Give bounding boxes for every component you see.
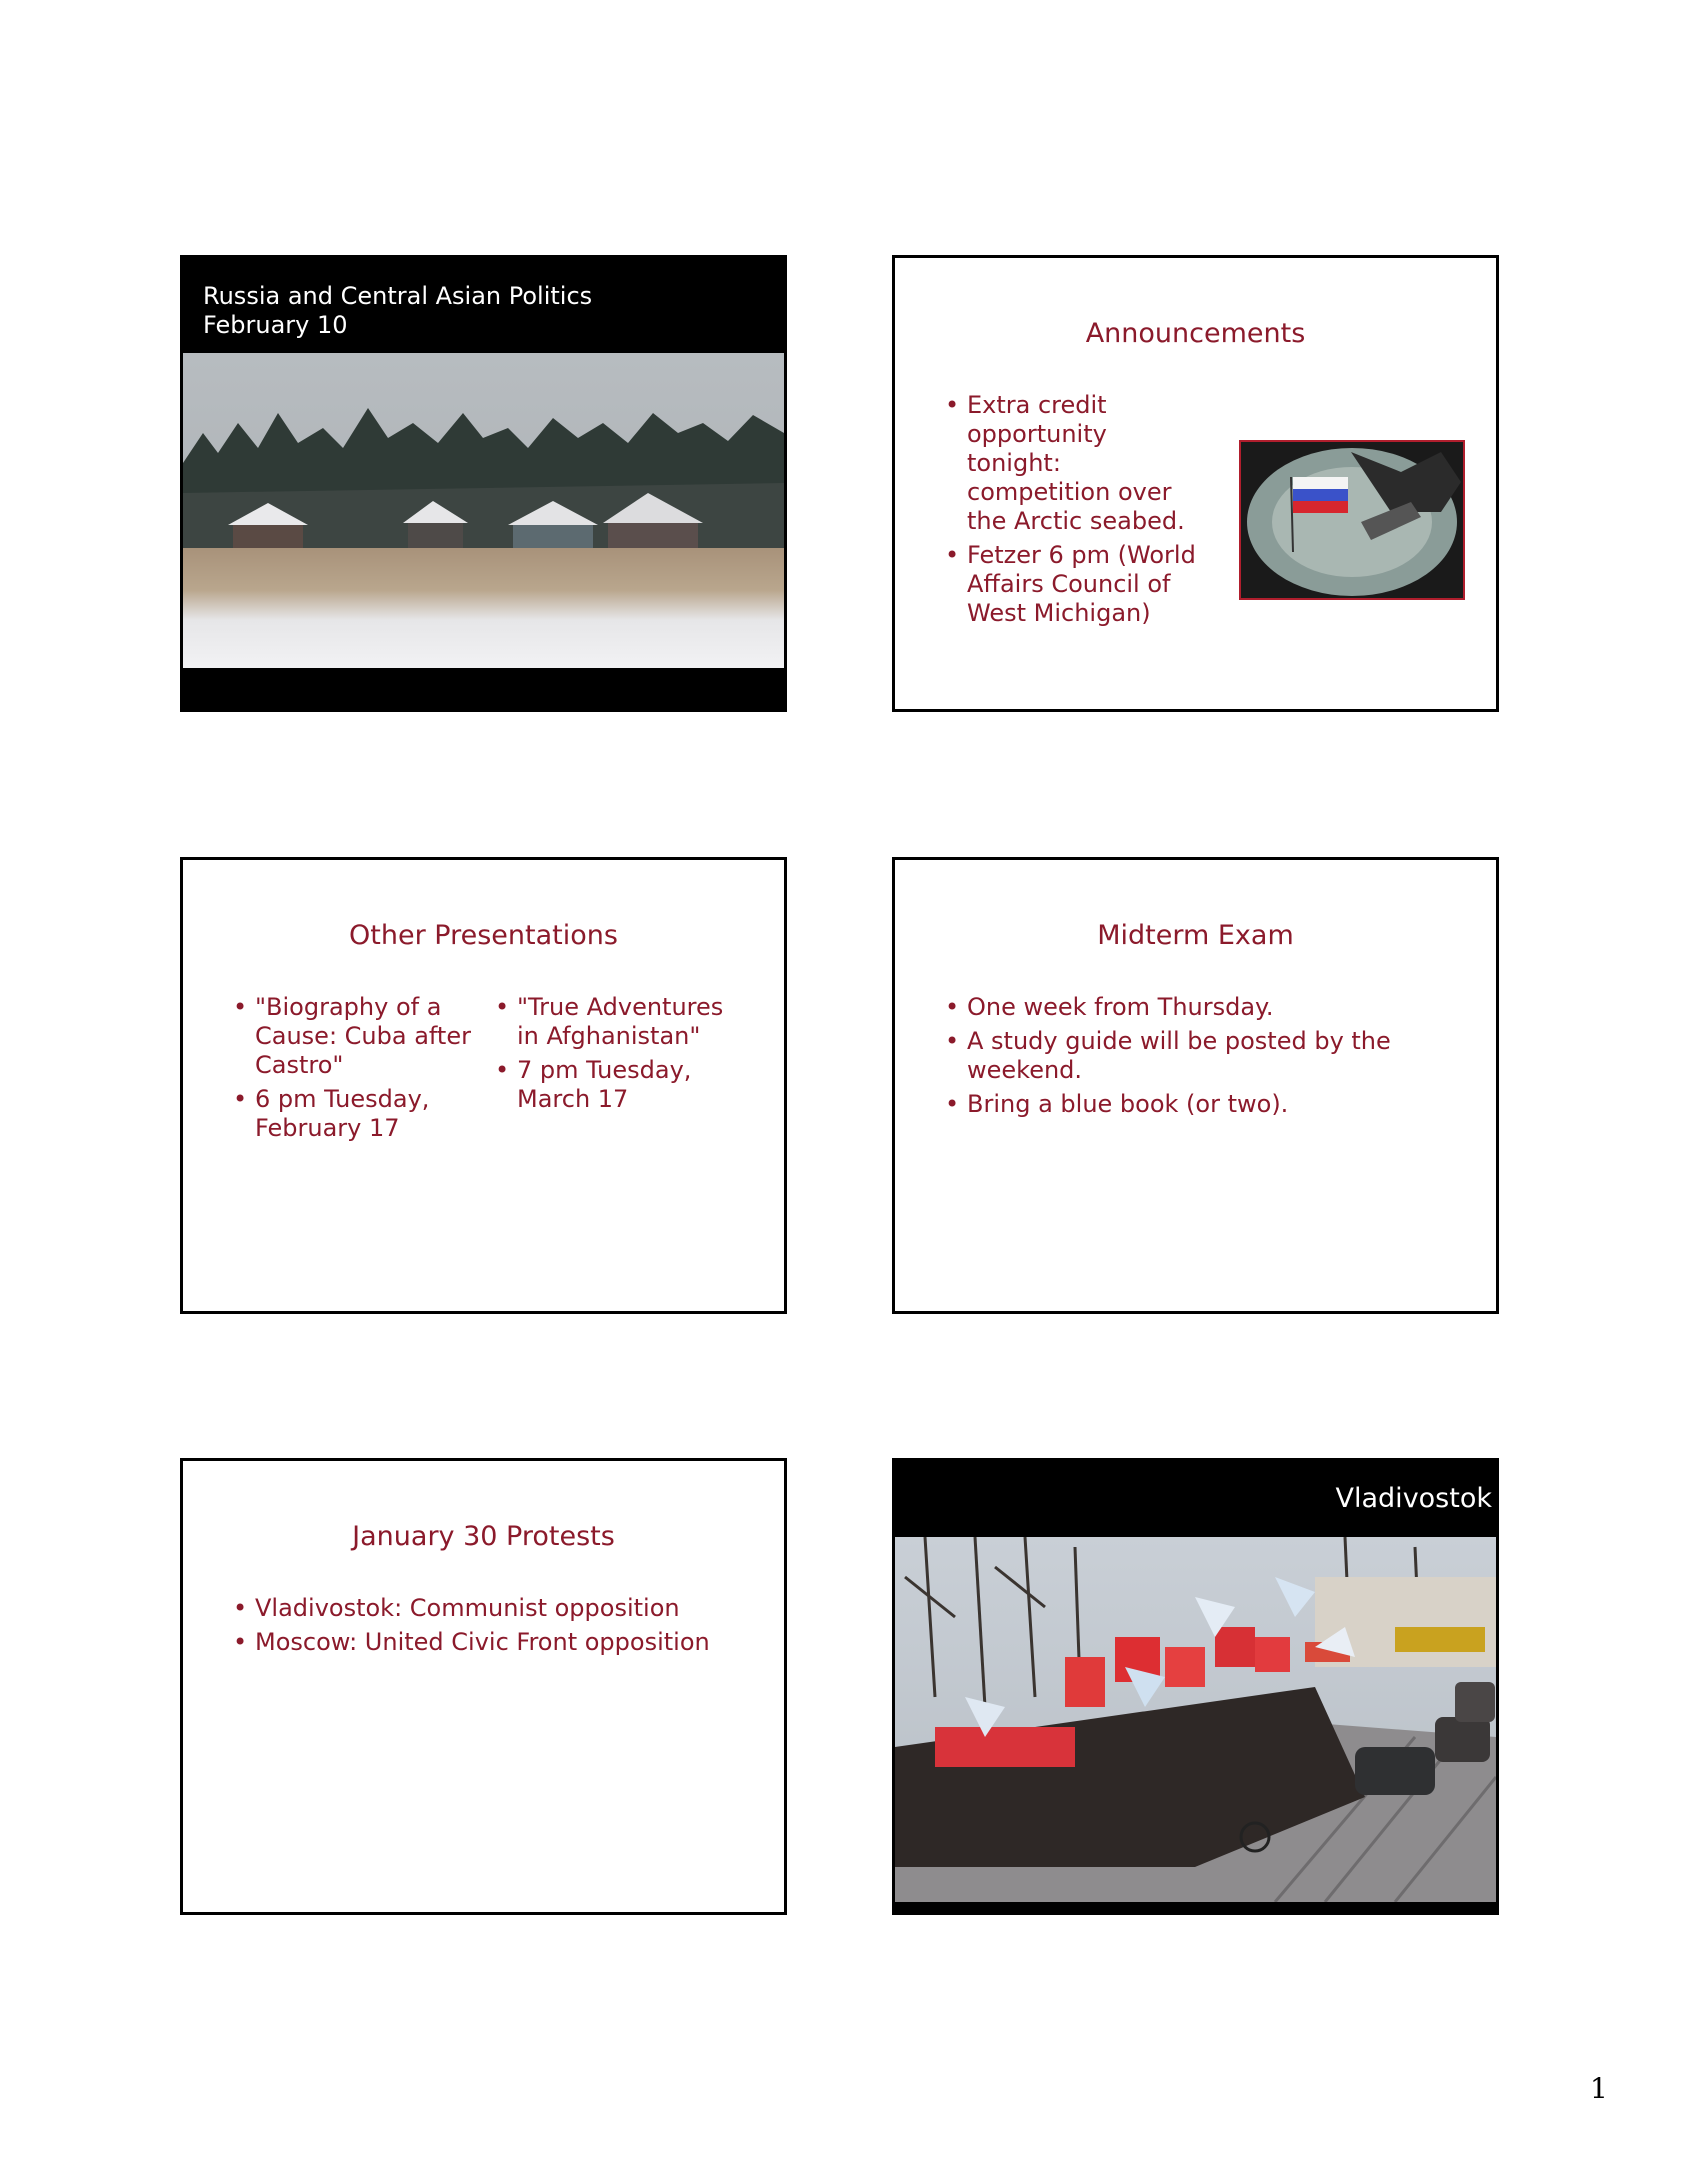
slide-midterm-exam — [892, 857, 1499, 1314]
list-item: • Vladivostok: Communist opposition — [233, 1594, 753, 1623]
slide-title-heading — [203, 282, 592, 340]
slide-announcements — [892, 255, 1499, 712]
list-item: • 6 pm Tuesday, February 17 — [233, 1085, 478, 1143]
list-item: • Extra credit opportunity tonight: competition over the Arctic seabed. — [945, 391, 1205, 536]
list-item: • "Biography of a Cause: Cuba after Castro" — [233, 993, 478, 1080]
slide-other-presentations — [180, 857, 787, 1314]
list-item: • A study guide will be posted by the weekend. — [945, 1027, 1425, 1085]
presentation-list-right — [495, 993, 740, 1119]
list-item: • Fetzer 6 pm (World Affairs Council of West Michigan) — [945, 541, 1205, 628]
slide-heading: Midterm Exam — [1097, 920, 1294, 951]
presentation-list-left — [233, 993, 478, 1148]
list-item: • "True Adventures in Afghanistan" — [495, 993, 740, 1051]
protest-list — [233, 1594, 753, 1662]
slide-heading: Other Presentations — [349, 920, 618, 951]
list-item: • One week from Thursday. — [945, 993, 1425, 1022]
lecture-date: February 10 — [203, 311, 348, 339]
slide-heading: January 30 Protests — [352, 1521, 615, 1552]
slide-title — [180, 255, 787, 712]
list-item: • Moscow: United Civic Front opposition — [233, 1628, 753, 1657]
exam-list — [945, 993, 1425, 1124]
course-title: Russia and Central Asian Politics — [203, 282, 593, 310]
slide-heading: Announcements — [1085, 318, 1306, 349]
list-item: • 7 pm Tuesday, March 17 — [495, 1056, 740, 1114]
flag-on-seabed-photo — [1239, 440, 1465, 600]
flag-photo-art — [1241, 442, 1463, 598]
winter-village-photo — [183, 353, 784, 668]
street-protest-photo — [895, 1537, 1496, 1902]
slide-heading: Vladivostok — [1335, 1483, 1492, 1514]
slide-january-protests — [180, 1458, 787, 1915]
page-number: 1 — [1590, 2072, 1608, 2105]
announcement-list — [945, 391, 1205, 633]
slide-vladivostok — [892, 1458, 1499, 1915]
list-item: • Bring a blue book (or two). — [945, 1090, 1425, 1119]
